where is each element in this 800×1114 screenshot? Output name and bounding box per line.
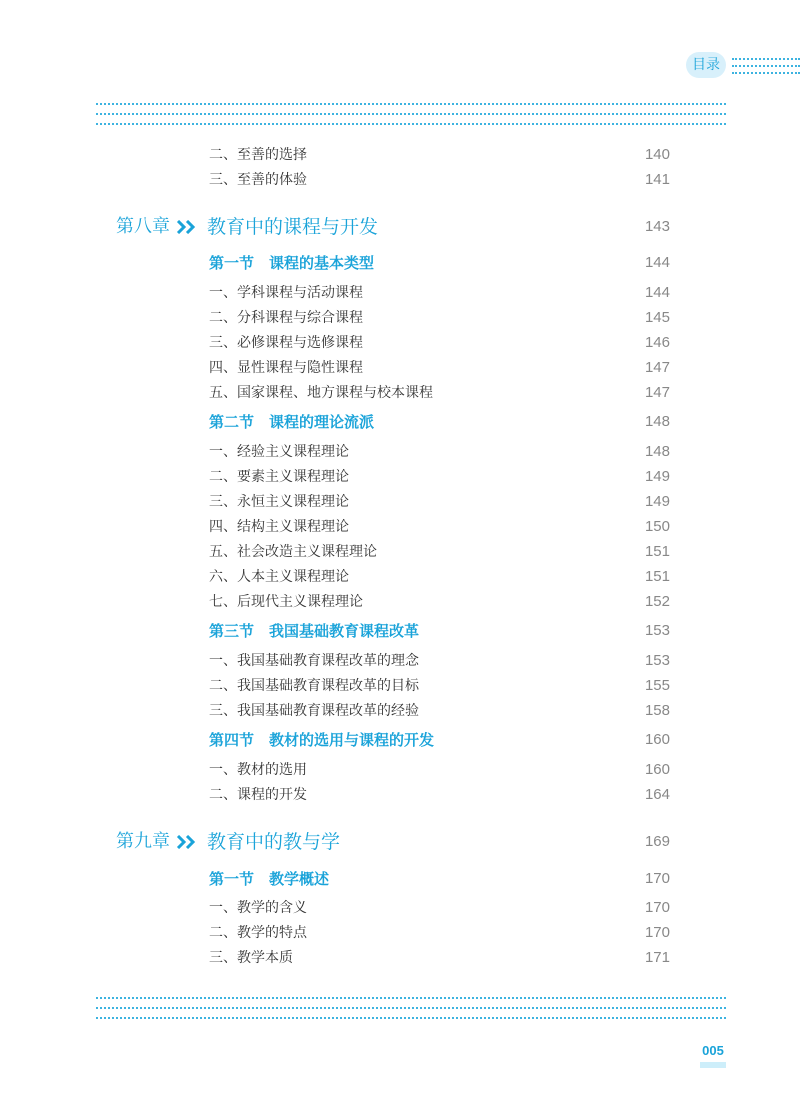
toc-item-label: 四、结构主义课程理论 xyxy=(209,519,349,535)
toc-item-label: 二、至善的选择 xyxy=(209,147,307,163)
toc-item-label: 二、要素主义课程理论 xyxy=(209,469,349,485)
toc-item[interactable] xyxy=(0,540,800,564)
section-title: 第四节 教材的选用与课程的开发 xyxy=(209,731,435,749)
toc-item-label: 三、至善的体验 xyxy=(209,172,307,188)
toc-page-number: 169 xyxy=(644,833,670,850)
toc-section[interactable] xyxy=(0,410,800,434)
toc-page-number: 149 xyxy=(644,468,670,485)
chapter-number: 第九章 xyxy=(116,831,170,852)
toc-item[interactable] xyxy=(0,490,800,514)
chapter-number: 第八章 xyxy=(116,216,170,237)
toc-item-label: 一、教材的选用 xyxy=(209,762,307,778)
section-title: 第二节 课程的理论流派 xyxy=(209,413,375,431)
header-dotted-line xyxy=(732,58,800,60)
toc-page-number: 149 xyxy=(644,493,670,510)
page-number: 005 xyxy=(702,1043,724,1058)
toc-page-number: 145 xyxy=(644,309,670,326)
toc-item[interactable] xyxy=(0,783,800,807)
toc-page-number: 151 xyxy=(644,543,670,560)
toc-item-label: 三、教学本质 xyxy=(209,950,293,966)
toc-item-label: 五、社会改造主义课程理论 xyxy=(209,544,377,560)
toc-section[interactable] xyxy=(0,251,800,275)
toc-item-label: 四、显性课程与隐性课程 xyxy=(209,360,363,376)
bottom-dotted-rule xyxy=(96,1017,726,1019)
toc-item-label: 一、学科课程与活动课程 xyxy=(209,285,363,301)
toc-item[interactable] xyxy=(0,565,800,589)
section-title: 第一节 课程的基本类型 xyxy=(209,254,375,272)
toc-item[interactable] xyxy=(0,758,800,782)
toc-page-number: 153 xyxy=(644,622,670,639)
toc-item-label: 二、课程的开发 xyxy=(209,787,307,803)
toc-page-number: 170 xyxy=(644,899,670,916)
toc-chapter[interactable] xyxy=(0,212,800,242)
header-dotted-line xyxy=(732,65,800,67)
page-number-bar xyxy=(700,1062,726,1068)
toc-item[interactable] xyxy=(0,515,800,539)
toc-item[interactable] xyxy=(0,356,800,380)
toc-item-label: 二、分科课程与综合课程 xyxy=(209,310,363,326)
toc-item[interactable] xyxy=(0,674,800,698)
toc-item[interactable] xyxy=(0,306,800,330)
toc-item[interactable] xyxy=(0,649,800,673)
toc-page-number: 144 xyxy=(644,254,670,271)
section-title: 第一节 教学概述 xyxy=(209,870,330,888)
toc-page-number: 150 xyxy=(644,518,670,535)
toc-page-number: 141 xyxy=(644,171,670,188)
toc-header-tag: 目录 xyxy=(686,52,726,78)
toc-page-number: 170 xyxy=(644,870,670,887)
toc-item[interactable] xyxy=(0,896,800,920)
toc-item-label: 一、教学的含义 xyxy=(209,900,307,916)
toc-page-number: 160 xyxy=(644,731,670,748)
toc-item[interactable] xyxy=(0,921,800,945)
toc-item[interactable] xyxy=(0,143,800,167)
toc-item[interactable] xyxy=(0,168,800,192)
chapter-title: 教育中的课程与开发 xyxy=(207,216,379,238)
toc-item-label: 三、必修课程与选修课程 xyxy=(209,335,363,351)
toc-page-number: 152 xyxy=(644,593,670,610)
toc-item[interactable] xyxy=(0,331,800,355)
toc-chapter[interactable] xyxy=(0,827,800,857)
header-dotted-line xyxy=(732,72,800,74)
toc-item-label: 一、经验主义课程理论 xyxy=(209,444,349,460)
chapter-title: 教育中的教与学 xyxy=(207,831,341,853)
toc-section[interactable] xyxy=(0,619,800,643)
toc-item-label: 三、我国基础教育课程改革的经验 xyxy=(209,703,419,719)
toc-item[interactable] xyxy=(0,281,800,305)
toc-page-number: 160 xyxy=(644,761,670,778)
toc-section[interactable] xyxy=(0,728,800,752)
toc-item[interactable] xyxy=(0,590,800,614)
section-title: 第三节 我国基础教育课程改革 xyxy=(209,622,420,640)
toc-item[interactable] xyxy=(0,381,800,405)
toc-item-label: 五、国家课程、地方课程与校本课程 xyxy=(209,385,433,401)
toc-item[interactable] xyxy=(0,465,800,489)
toc-section[interactable] xyxy=(0,867,800,891)
toc-item[interactable] xyxy=(0,440,800,464)
toc-page-number: 146 xyxy=(644,334,670,351)
toc-page-number: 170 xyxy=(644,924,670,941)
toc-page-number: 171 xyxy=(644,949,670,966)
toc-page-number: 158 xyxy=(644,702,670,719)
toc-page-number: 143 xyxy=(644,218,670,235)
toc-page-number: 155 xyxy=(644,677,670,694)
toc-page-number: 148 xyxy=(644,443,670,460)
toc-item[interactable] xyxy=(0,699,800,723)
double-chevron-icon xyxy=(176,220,202,234)
double-chevron-icon xyxy=(176,835,202,849)
toc-item-label: 二、我国基础教育课程改革的目标 xyxy=(209,678,419,694)
toc-item-label: 三、永恒主义课程理论 xyxy=(209,494,349,510)
toc-item-label: 七、后现代主义课程理论 xyxy=(209,594,363,610)
toc-item-label: 二、教学的特点 xyxy=(209,925,307,941)
bottom-dotted-rule xyxy=(96,1007,726,1009)
toc-page-number: 140 xyxy=(644,146,670,163)
top-dotted-rule xyxy=(96,113,726,115)
toc-item[interactable] xyxy=(0,946,800,970)
toc-page-number: 147 xyxy=(644,384,670,401)
toc-page-number: 148 xyxy=(644,413,670,430)
bottom-dotted-rule xyxy=(96,997,726,999)
top-dotted-rule xyxy=(96,103,726,105)
toc-page-number: 153 xyxy=(644,652,670,669)
toc-page-number: 147 xyxy=(644,359,670,376)
top-dotted-rule xyxy=(96,123,726,125)
toc-page-number: 151 xyxy=(644,568,670,585)
toc-item-label: 六、人本主义课程理论 xyxy=(209,569,349,585)
toc-page-number: 164 xyxy=(644,786,670,803)
toc-page-number: 144 xyxy=(644,284,670,301)
toc-item-label: 一、我国基础教育课程改革的理念 xyxy=(209,653,419,669)
